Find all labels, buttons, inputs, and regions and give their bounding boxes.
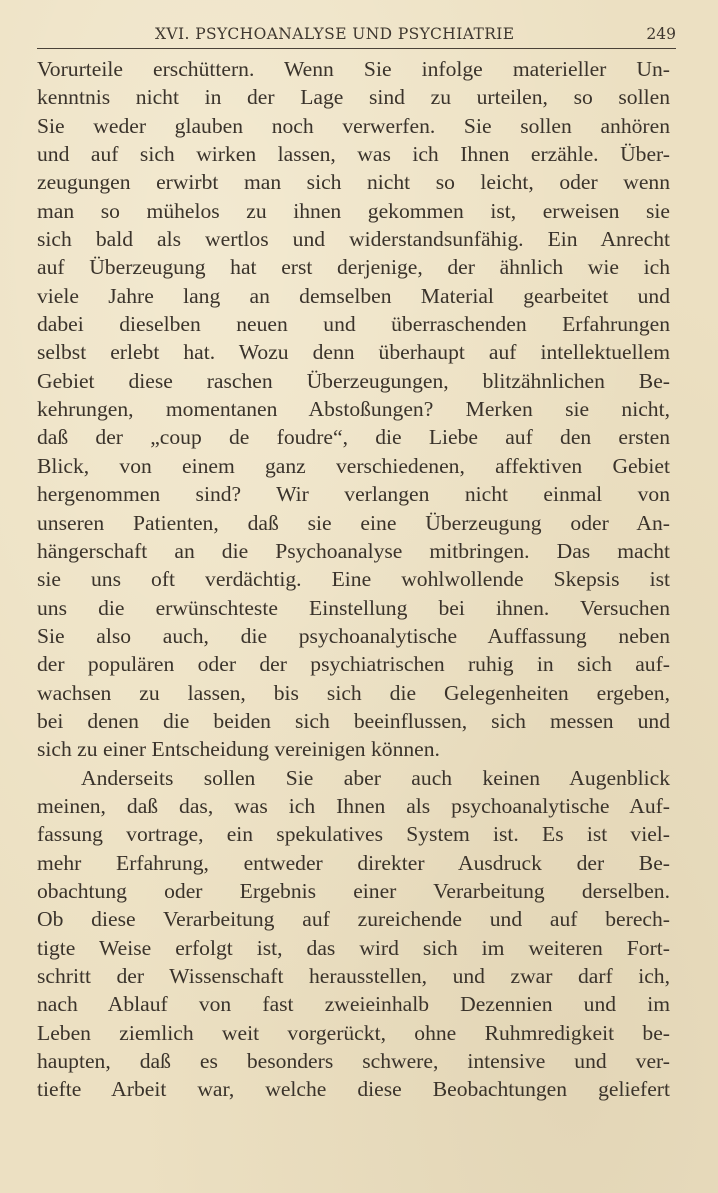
text-line: tiefte Arbeit war, welche diese Beobachtungen geliefert	[37, 1077, 670, 1102]
text-line: Vorurteile erschüttern. Wenn Sie infolge materieller Un-	[37, 57, 670, 81]
page-number: 249	[646, 25, 676, 43]
text-line: sie uns oft verdächtig. Eine wohlwollende Skepsis ist	[37, 567, 670, 592]
running-head: XVI. PSYCHOANALYSE UND PSYCHIATRIE	[155, 25, 515, 43]
text-line: Gebiet diese raschen Überzeugungen, blitzähnlichen Be-	[37, 368, 670, 393]
text-line: Sie also auch, die psychoanalytische Auffassung neben	[37, 623, 670, 648]
text-line: Sie weder glauben noch verwerfen. Sie sollen anhören	[37, 113, 670, 138]
text-line: viele Jahre lang an demselben Material gearbeitet und	[37, 283, 670, 308]
text-line: Ob diese Verarbeitung auf zureichende und auf berech-	[37, 907, 670, 932]
text-line: tigte Weise erfolgt ist, das wird sich im weiteren Fort-	[37, 935, 670, 960]
text-line: sich bald als wertlos und widerstandsunfähig. Ein Anrecht	[37, 227, 670, 252]
text-line: dabei dieselben neuen und überraschenden Erfahrungen	[37, 312, 670, 337]
text-line: selbst erlebt hat. Wozu denn überhaupt auf intellektuellem	[37, 340, 670, 365]
text-line: bei denen die beiden sich beeinflussen, sich messen und	[37, 708, 670, 733]
text-line: Blick, von einem ganz verschiedenen, affektiven Gebiet	[37, 453, 670, 478]
text-line: Leben ziemlich weit vorgerückt, ohne Ruhmredigkeit be-	[37, 1020, 670, 1045]
text-line: unseren Patienten, daß sie eine Überzeugung oder An-	[37, 510, 670, 535]
text-line: wachsen zu lassen, bis sich die Gelegenheiten ergeben,	[37, 680, 670, 705]
text-line: mehr Erfahrung, entweder direkter Ausdruck der Be-	[37, 850, 670, 875]
text-line: Anderseits sollen Sie aber auch keinen Augenblick	[81, 765, 670, 790]
text-line: haupten, daß es besonders schwere, intensive und ver-	[37, 1049, 670, 1074]
text-line: meinen, daß das, was ich Ihnen als psychoanalytische Auf-	[37, 793, 670, 818]
body-text	[37, 55, 670, 1104]
text-line: hergenommen sind? Wir verlangen nicht einmal von	[37, 482, 670, 507]
text-line: der populären oder der psychiatrischen ruhig in sich auf-	[37, 652, 670, 677]
text-line: auf Überzeugung hat erst derjenige, der ähnlich wie ich	[37, 255, 670, 280]
text-line: zeugungen erwirbt man sich nicht so leicht, oder wenn	[37, 170, 670, 195]
text-line: daß der „coup de foudre“, die Liebe auf den ersten	[37, 425, 670, 450]
text-line: schritt der Wissenschaft herausstellen, und zwar darf ich,	[37, 964, 670, 988]
text-line: fassung vortrage, ein spekulatives System ist. Es ist viel-	[37, 822, 670, 847]
text-line: hängerschaft an die Psychoanalyse mitbringen. Das macht	[37, 538, 670, 563]
text-line: und auf sich wirken lassen, was ich Ihnen erzähle. Über-	[37, 142, 670, 167]
page-header	[37, 22, 676, 49]
text-line: nach Ablauf von fast zweieinhalb Dezennien und im	[37, 992, 670, 1017]
text-line: sich zu einer Entscheidung vereinigen können.	[37, 737, 440, 762]
text-line: kenntnis nicht in der Lage sind zu urteilen, so sollen	[37, 85, 670, 110]
text-line: kehrungen, momentanen Abstoßungen? Merken sie nicht,	[37, 397, 670, 422]
text-line: man so mühelos zu ihnen gekommen ist, erweisen sie	[37, 198, 670, 223]
text-line: obachtung oder Ergebnis einer Verarbeitung derselben.	[37, 878, 670, 903]
text-line: uns die erwünschteste Einstellung bei ihnen. Versuchen	[37, 595, 670, 620]
